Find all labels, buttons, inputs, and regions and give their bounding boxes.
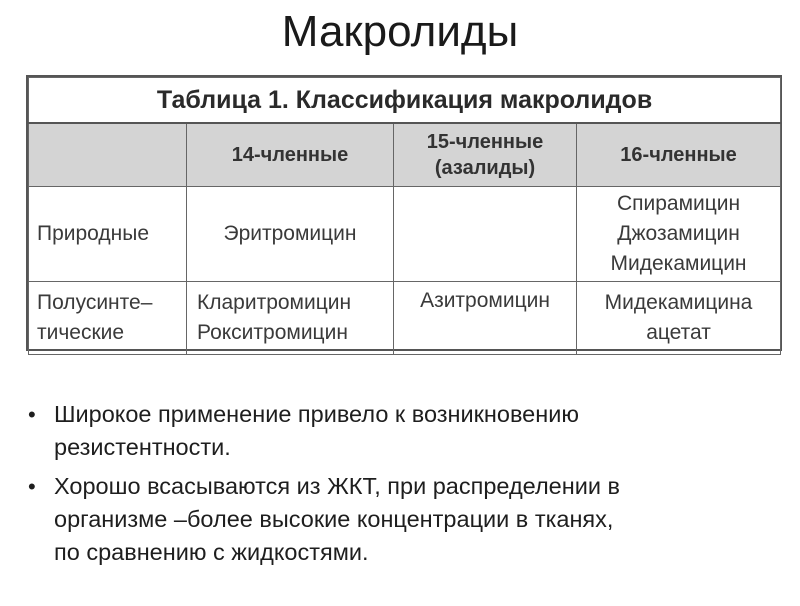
cell-line: Спирамицин: [616, 192, 741, 215]
cell-line: Эритромицин: [223, 222, 357, 245]
slide-title: Макролиды: [281, 7, 519, 56]
header-empty: [29, 123, 187, 187]
cell-line: Полусинте–: [37, 291, 153, 314]
header-14: 14-членные: [187, 123, 394, 187]
cell-natural-16: [577, 187, 781, 282]
table-caption: Таблица 1. Классификация макролидов: [29, 78, 781, 124]
bullet-line: организме –более высокие концентрации в тканях,: [54, 506, 614, 532]
bullet-line: по сравнению с жидкостями.: [54, 539, 369, 565]
bullet-marker: •: [28, 402, 36, 427]
cell-line: ацетат: [646, 321, 711, 344]
table-row: [29, 282, 781, 355]
cell-line: Мидекамицин: [610, 252, 747, 275]
cell-natural-14: [187, 187, 394, 282]
cell-line: Джозамицин: [617, 222, 740, 245]
cell-line: Кларитромицин: [197, 291, 352, 314]
header-15-line-2: (азалиды): [434, 157, 536, 179]
header-15: [394, 123, 577, 187]
bullet-line: Хорошо всасываются из ЖКТ, при распределении в: [54, 473, 620, 499]
cell-line: Азитромицин: [420, 289, 550, 312]
cell-semisynthetic-16: [577, 282, 781, 355]
table-row: [29, 187, 781, 282]
row-label-semisynthetic: [29, 282, 187, 355]
cell-line: Рокситромицин: [197, 321, 348, 344]
classification-table: [26, 75, 782, 351]
cell-line: Мидекамицина: [604, 291, 753, 314]
cell-semisynthetic-15: [394, 282, 577, 355]
bullet-list: [22, 398, 782, 575]
cell-semisynthetic-14: [187, 282, 394, 355]
cell-line: тические: [37, 321, 125, 344]
bullet-item: [22, 398, 782, 464]
row-label-natural: Природные: [29, 187, 187, 282]
bullet-line: Широкое применение привело к возникновению: [54, 401, 579, 427]
header-15-line-1: 15-членные: [426, 131, 544, 153]
bullet-item: [22, 470, 782, 569]
bullet-line: резистентности.: [54, 434, 231, 460]
header-16: 16-членные: [577, 123, 781, 187]
cell-natural-15: [394, 187, 577, 282]
bullet-marker: •: [28, 474, 36, 499]
